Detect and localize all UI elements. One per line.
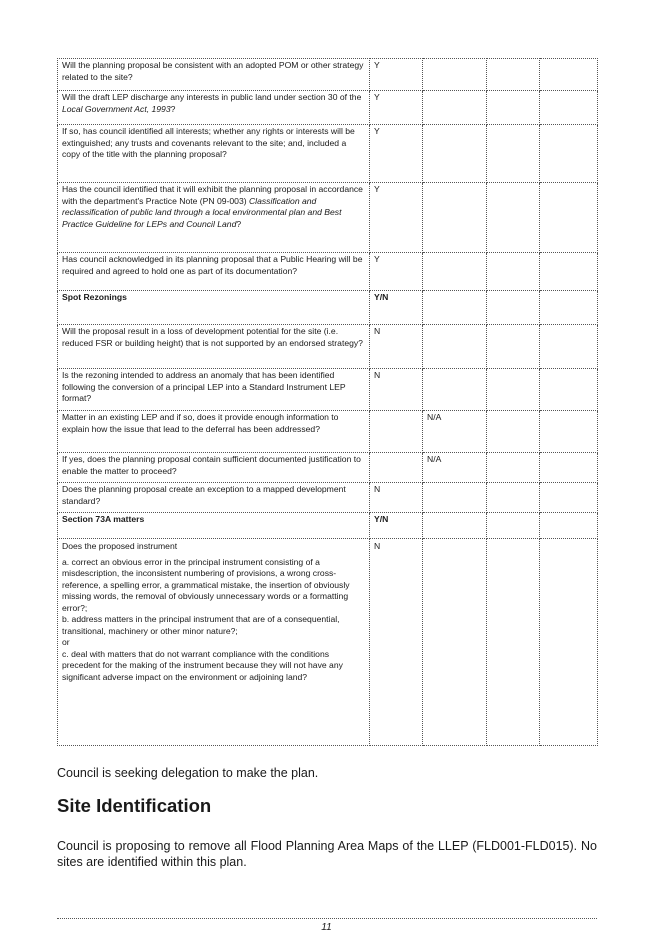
empty-cell: [487, 253, 540, 291]
answer-cell: Y: [370, 183, 423, 253]
empty-cell: [487, 513, 540, 539]
question-cell: [58, 539, 370, 746]
empty-cell: [487, 411, 540, 453]
question-paragraph: b. address matters in the principal instrument that are of a consequential, transitional, machinery or other minor nature?;: [62, 614, 340, 636]
table-row: [58, 125, 598, 183]
section-heading-label: Section 73A matters: [58, 513, 370, 539]
empty-cell: [487, 325, 540, 369]
question-cell: Matter in an existing LEP and if so, does it provide enough information to explain how the issue that lead to the deferral has been addressed?: [58, 411, 370, 453]
question-text: Will the draft LEP discharge any interests in public land under section 30 of the: [62, 92, 362, 102]
answer-cell: N: [370, 539, 423, 746]
table-row: [58, 325, 598, 369]
answer-cell: [423, 91, 487, 125]
question-cell: If yes, does the planning proposal contain sufficient documented justification to enable the matter to proceed?: [58, 453, 370, 483]
question-text-end: ?: [236, 218, 242, 229]
delegation-statement: Council is seeking delegation to make the plan.: [57, 766, 319, 780]
planning-checklist-table: [57, 58, 598, 746]
empty-cell: [423, 513, 487, 539]
answer-cell: Y: [370, 125, 423, 183]
section-heading-label: Spot Rezonings: [58, 291, 370, 325]
empty-cell: [487, 291, 540, 325]
empty-cell: [487, 539, 540, 746]
question-cell: Has council acknowledged in its planning proposal that a Public Hearing will be required and agreed to hold one as part of its documentation?: [58, 253, 370, 291]
empty-cell: [487, 369, 540, 411]
site-identification-heading: Site Identification: [57, 795, 212, 816]
empty-cell: [487, 183, 540, 253]
answer-cell: [370, 411, 423, 453]
question-paragraph: or: [62, 637, 70, 647]
empty-cell: [487, 125, 540, 183]
table-row: [58, 453, 598, 483]
empty-cell: [487, 483, 540, 513]
question-paragraph: c. deal with matters that do not warrant compliance with the conditions precedent for the making of the instrument because they will not have any significant adverse impact on the environment or adjoining land?: [62, 648, 343, 682]
empty-cell: [487, 91, 540, 125]
table-row: [58, 59, 598, 91]
table-row: [58, 539, 598, 746]
yn-heading: Y/N: [370, 513, 423, 539]
question-cell: [58, 183, 370, 253]
question-cell: Will the proposal result in a loss of development potential for the site (i.e. reduced FSR or building height) that is not supported by an endorsed strategy?: [58, 325, 370, 369]
site-identification-paragraph: Council is proposing to remove all Flood Planning Area Maps of the LLEP (FLD001-FLD015). No sites are identified within this plan.: [57, 839, 597, 869]
page-number: 11: [321, 922, 332, 933]
table-row: [58, 91, 598, 125]
empty-cell: [540, 291, 598, 325]
answer-cell: [423, 483, 487, 513]
answer-cell: N: [370, 369, 423, 411]
question-italic-text: Classification and reclassification of public land through a local environmental plan and Best Practice Guideline for LEPs and Council Land: [62, 195, 342, 229]
empty-cell: [540, 453, 598, 483]
answer-cell: [423, 125, 487, 183]
yn-heading: Y/N: [370, 291, 423, 325]
answer-cell: [423, 253, 487, 291]
empty-cell: [540, 253, 598, 291]
question-cell: Does the planning proposal create an exception to a mapped development standard?: [58, 483, 370, 513]
answer-cell: N/A: [423, 453, 487, 483]
question-cell: [58, 91, 370, 125]
question-paragraph: a. correct an obvious error in the principal instrument consisting of a misdescription, the inconsistent numbering of provisions, a wrong cross-reference, a spelling error, a grammatical mistake, the insertion of obviously missing words, the removal of obviously unnecessary words or a formatting error?;: [62, 556, 350, 613]
empty-cell: [540, 513, 598, 539]
empty-cell: [423, 539, 487, 746]
empty-cell: [540, 125, 598, 183]
empty-cell: [540, 325, 598, 369]
question-text: Has the council identified that it will exhibit the planning proposal in accordance with the department's Practice Note (PN 09-003): [62, 184, 363, 206]
answer-cell: [423, 369, 487, 411]
answer-cell: Y: [370, 91, 423, 125]
table-row: [58, 411, 598, 453]
empty-cell: [423, 291, 487, 325]
footer-divider: [57, 918, 597, 919]
answer-cell: [423, 59, 487, 91]
question-cell: Is the rezoning intended to address an anomaly that has been identified following the conversion of a principal LEP into a Standard Instrument LEP format?: [58, 369, 370, 411]
empty-cell: [540, 369, 598, 411]
answer-cell: Y: [370, 59, 423, 91]
table-section-heading: [58, 513, 598, 539]
answer-cell: [423, 325, 487, 369]
table-row: [58, 483, 598, 513]
question-cell: If so, has council identified all interests; whether any rights or interests will be extinguished; any trusts and covenants relevant to the site; and, included a copy of the title with the planning proposal?: [58, 125, 370, 183]
empty-cell: [540, 483, 598, 513]
empty-cell: [540, 59, 598, 91]
question-cell: Will the planning proposal be consistent with an adopted POM or other strategy related to the site?: [58, 59, 370, 91]
question-text-end: ?: [170, 103, 176, 114]
answer-cell: N/A: [423, 411, 487, 453]
answer-cell: [423, 183, 487, 253]
question-italic-text: Local Government Act, 1993: [62, 103, 171, 114]
empty-cell: [540, 539, 598, 746]
table-row: [58, 253, 598, 291]
answer-cell: [370, 453, 423, 483]
question-paragraph: Does the proposed instrument: [62, 541, 178, 551]
answer-cell: Y: [370, 253, 423, 291]
table-section-heading: [58, 291, 598, 325]
empty-cell: [540, 411, 598, 453]
answer-cell: N: [370, 325, 423, 369]
table-row: [58, 369, 598, 411]
table-row: [58, 183, 598, 253]
empty-cell: [540, 183, 598, 253]
empty-cell: [540, 91, 598, 125]
empty-cell: [487, 59, 540, 91]
empty-cell: [487, 453, 540, 483]
answer-cell: N: [370, 483, 423, 513]
